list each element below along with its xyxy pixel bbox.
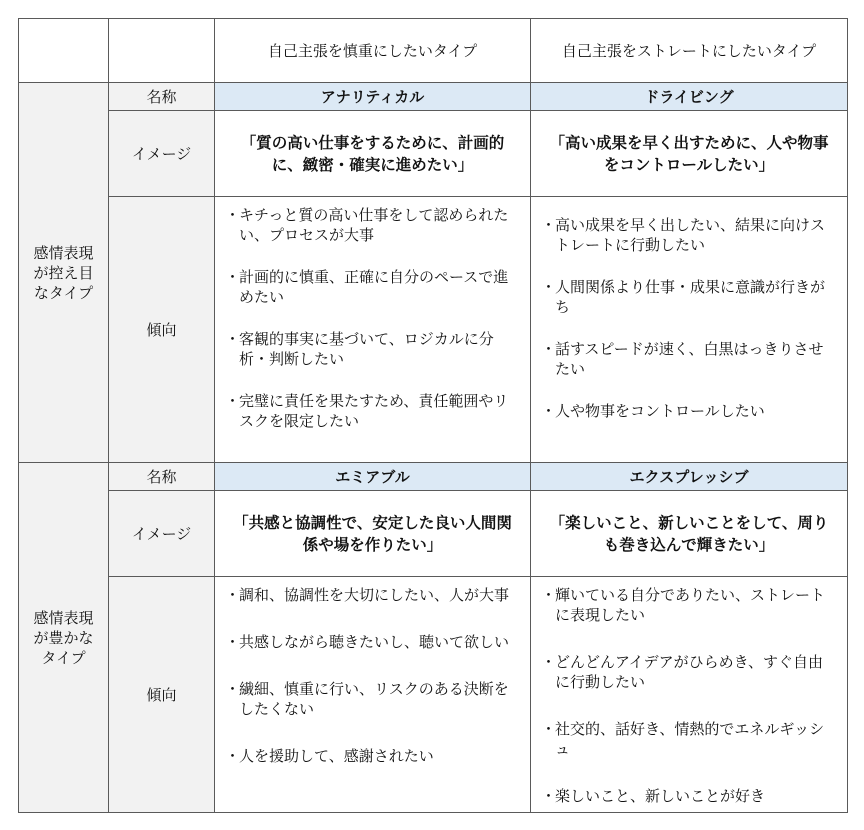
column-header-straight: 自己主張をストレートにしたいタイプ bbox=[531, 19, 848, 83]
bullet-mark: ・ bbox=[541, 216, 557, 234]
bullet-mark: ・ bbox=[225, 747, 241, 765]
tendency-text: 人を援助して、感謝されたい bbox=[239, 747, 434, 765]
tendencies-driving bbox=[531, 197, 848, 463]
group-label-expressive: 感情表現が豊かなタイプ bbox=[19, 463, 109, 813]
bullet-mark: ・ bbox=[541, 720, 557, 738]
tendency-text: 高い成果を早く出したい、結果に向けストレートに行動したい bbox=[555, 216, 826, 254]
type-image-analytical: 「質の高い仕事をするために、計画的に、緻密・確実に進めたい」 bbox=[215, 111, 531, 197]
tendency-item bbox=[225, 632, 516, 652]
tendency-text: どんどんアイデアがひらめき、すぐ自由に行動したい bbox=[555, 653, 824, 691]
social-style-table bbox=[18, 18, 848, 813]
type-image-amiable: 「共感と協調性で、安定した良い人間関係や場を作りたい」 bbox=[215, 491, 531, 577]
tendency-text: 人や物事をコントロールしたい bbox=[555, 402, 765, 420]
section1-image-row bbox=[19, 111, 848, 197]
section2-tendency-row bbox=[19, 577, 848, 813]
tendency-text: 輝いている自分でありたい、ストレートに表現したい bbox=[555, 586, 826, 624]
tendency-text: 楽しいこと、新しいことが好き bbox=[555, 787, 766, 805]
row-label-tendency: 傾向 bbox=[109, 197, 215, 463]
tendency-item bbox=[225, 585, 516, 605]
tendency-text: 共感しながら聴きたいし、聴いて欲しい bbox=[239, 633, 510, 651]
row-label-name: 名称 bbox=[109, 463, 215, 491]
bullet-mark: ・ bbox=[225, 268, 241, 286]
corner-cell-2 bbox=[109, 19, 215, 83]
bullet-mark: ・ bbox=[225, 330, 241, 348]
tendency-item bbox=[225, 391, 516, 431]
group-label-reserved: 感情表現が控え目なタイプ bbox=[19, 83, 109, 463]
header-row bbox=[19, 19, 848, 83]
tendency-item bbox=[541, 585, 833, 625]
tendency-item bbox=[541, 786, 833, 806]
tendency-text: 社交的、話好き、情熱的でエネルギッシュ bbox=[555, 720, 825, 758]
tendency-text: キチっと質の高い仕事をして認められたい、プロセスが大事 bbox=[239, 206, 509, 244]
tendency-item bbox=[225, 329, 516, 369]
bullet-mark: ・ bbox=[541, 653, 557, 671]
type-name-expressive: エクスプレッシブ bbox=[531, 463, 848, 491]
bullet-mark: ・ bbox=[225, 633, 241, 651]
bullet-mark: ・ bbox=[541, 586, 557, 604]
tendency-item bbox=[541, 652, 833, 692]
corner-cell-1 bbox=[19, 19, 109, 83]
row-label-image: イメージ bbox=[109, 491, 215, 577]
tendency-text: 繊細、慎重に行い、リスクのある決断をしたくない bbox=[239, 680, 509, 718]
section2-image-row bbox=[19, 491, 848, 577]
type-image-driving: 「高い成果を早く出すために、人や物事をコントロールしたい」 bbox=[531, 111, 848, 197]
tendency-item bbox=[541, 339, 833, 379]
tendency-item bbox=[225, 267, 516, 307]
bullet-mark: ・ bbox=[225, 206, 241, 224]
row-label-tendency: 傾向 bbox=[109, 577, 215, 813]
tendency-text: 客観的事実に基づいて、ロジカルに分析・判断したい bbox=[239, 330, 494, 368]
section1-name-row bbox=[19, 83, 848, 111]
tendency-text: 計画的に慎重、正確に自分のペースで進めたい bbox=[239, 268, 509, 306]
column-header-careful: 自己主張を慎重にしたいタイプ bbox=[215, 19, 531, 83]
tendency-item bbox=[541, 401, 833, 421]
tendency-text: 完璧に責任を果たすため、責任範囲やリスクを限定したい bbox=[239, 392, 509, 430]
tendencies-expressive bbox=[531, 577, 848, 813]
bullet-mark: ・ bbox=[225, 586, 241, 604]
section2-name-row bbox=[19, 463, 848, 491]
type-image-expressive: 「楽しいこと、新しいことをして、周りも巻き込んで輝きたい」 bbox=[531, 491, 848, 577]
tendency-item bbox=[541, 277, 833, 317]
row-label-name: 名称 bbox=[109, 83, 215, 111]
tendency-item bbox=[225, 746, 516, 766]
bullet-mark: ・ bbox=[541, 340, 557, 358]
type-name-driving: ドライビング bbox=[531, 83, 848, 111]
tendency-item bbox=[541, 719, 833, 759]
type-name-amiable: エミアブル bbox=[215, 463, 531, 491]
section1-tendency-row bbox=[19, 197, 848, 463]
tendency-text: 人間関係より仕事・成果に意識が行きがち bbox=[555, 278, 826, 316]
tendency-text: 話すスピードが速く、白黒はっきりさせたい bbox=[555, 340, 824, 378]
bullet-mark: ・ bbox=[225, 680, 241, 698]
type-name-analytical: アナリティカル bbox=[215, 83, 531, 111]
tendency-item bbox=[225, 679, 516, 719]
tendencies-amiable bbox=[215, 577, 531, 813]
bullet-mark: ・ bbox=[541, 278, 557, 296]
tendency-item bbox=[225, 205, 516, 245]
tendency-item bbox=[541, 215, 833, 255]
row-label-image: イメージ bbox=[109, 111, 215, 197]
bullet-mark: ・ bbox=[541, 787, 557, 805]
tendencies-analytical bbox=[215, 197, 531, 463]
bullet-mark: ・ bbox=[541, 402, 557, 420]
bullet-mark: ・ bbox=[225, 392, 241, 410]
social-style-table-frame bbox=[18, 18, 847, 810]
tendency-text: 調和、協調性を大切にしたい、人が大事 bbox=[239, 586, 510, 604]
